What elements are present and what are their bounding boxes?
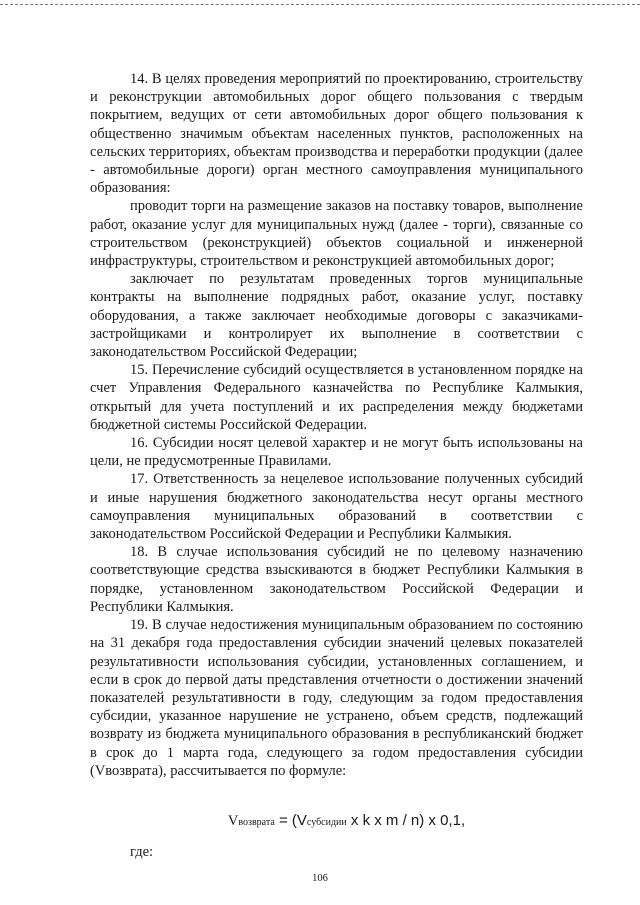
paragraph-19: 19. В случае недостижения муниципальным образованием по состоянию на 31 декабря года предоставления субсидии значений целевых показателей результативности использования субсидии, установленных соглашением, и если в срок до первой даты представления отчетности о достижении значений показателей результативности в году, следующим за годом предоставления субсидии, указанное нарушение не устранено, объем средств, подлежащий возврату из бюджета муниципального образования в республиканский бюджет в срок до 1 марта года, следующего за годом предоставления субсидии (Vвозврата), рассчитывается по формуле:	[90, 617, 583, 779]
paragraph-17: 17. Ответственность за нецелевое использование полученных субсидий и иные нарушения бюджетного законодательства несут органы местного самоуправления муниципальных образований в соответствии с законодательством Российской Федерации и Республики Калмыкия.	[90, 471, 583, 543]
page-number: 106	[312, 873, 328, 884]
paragraph-contracts: заключает по результатам проведенных торгов муниципальные контракты на выполнение подрядных работ, оказание услуг, поставку оборудования, а также заключает необходимые договоры с заказчиками-застройщиками и контролирует их выполнение в соответствии с законодательством Российской Федерации;	[90, 271, 583, 361]
paragraph-18: 18. В случае использования субсидий не по целевому назначению соответствующие средства взыскиваются в бюджет Республики Калмыкия в порядке, установленном законодательством Российской Федерации и Республики Калмыкия.	[90, 544, 583, 615]
document-body	[90, 70, 583, 832]
formula-rhs-subscript: субсидии	[306, 816, 347, 828]
paragraph-tenders: проводит торги на размещение заказов на поставку товаров, выполнение работ, оказание услуг для муниципальных нужд (далее - торги), связанные со строительством (реконструкцией) объектов социальной и инженерной инфраструктуры, строительством и реконструкцией автомобильных дорог;	[90, 198, 583, 270]
formula-lhs-symbol: V	[227, 812, 239, 829]
paragraph-14: 14. В целях проведения мероприятий по проектированию, строительству и реконструкции автомобильных дорог общего пользования с твердым покрытием, ведущих от сети автомобильных дорог общего пользования к общественно значимым объектам населенных пунктов, расположенных на сельских территориях, объектам производства и переработки продукции (далее - автомобильные дороги) орган местного самоуправления муниципального образования:	[90, 71, 583, 197]
paragraph-15: 15. Перечисление субсидий осуществляется в установленном порядке на счет Управления Федерального казначейства по Республике Калмыкия, открытый для учета поступлений и их распределения между бюджетами бюджетной системы Российской Федерации.	[90, 362, 583, 433]
top-scan-edge-line	[0, 4, 640, 5]
refund-formula	[90, 812, 583, 832]
formula-rest: x k x m / n) x 0,1,	[346, 811, 466, 829]
formula-equals-open: = (V	[274, 811, 307, 829]
formula-lhs-subscript: возврата	[238, 816, 275, 828]
where-label: где:	[130, 844, 154, 860]
paragraph-16: 16. Субсидии носят целевой характер и не могут быть использованы на цели, не предусмотренные Правилами.	[90, 435, 583, 470]
